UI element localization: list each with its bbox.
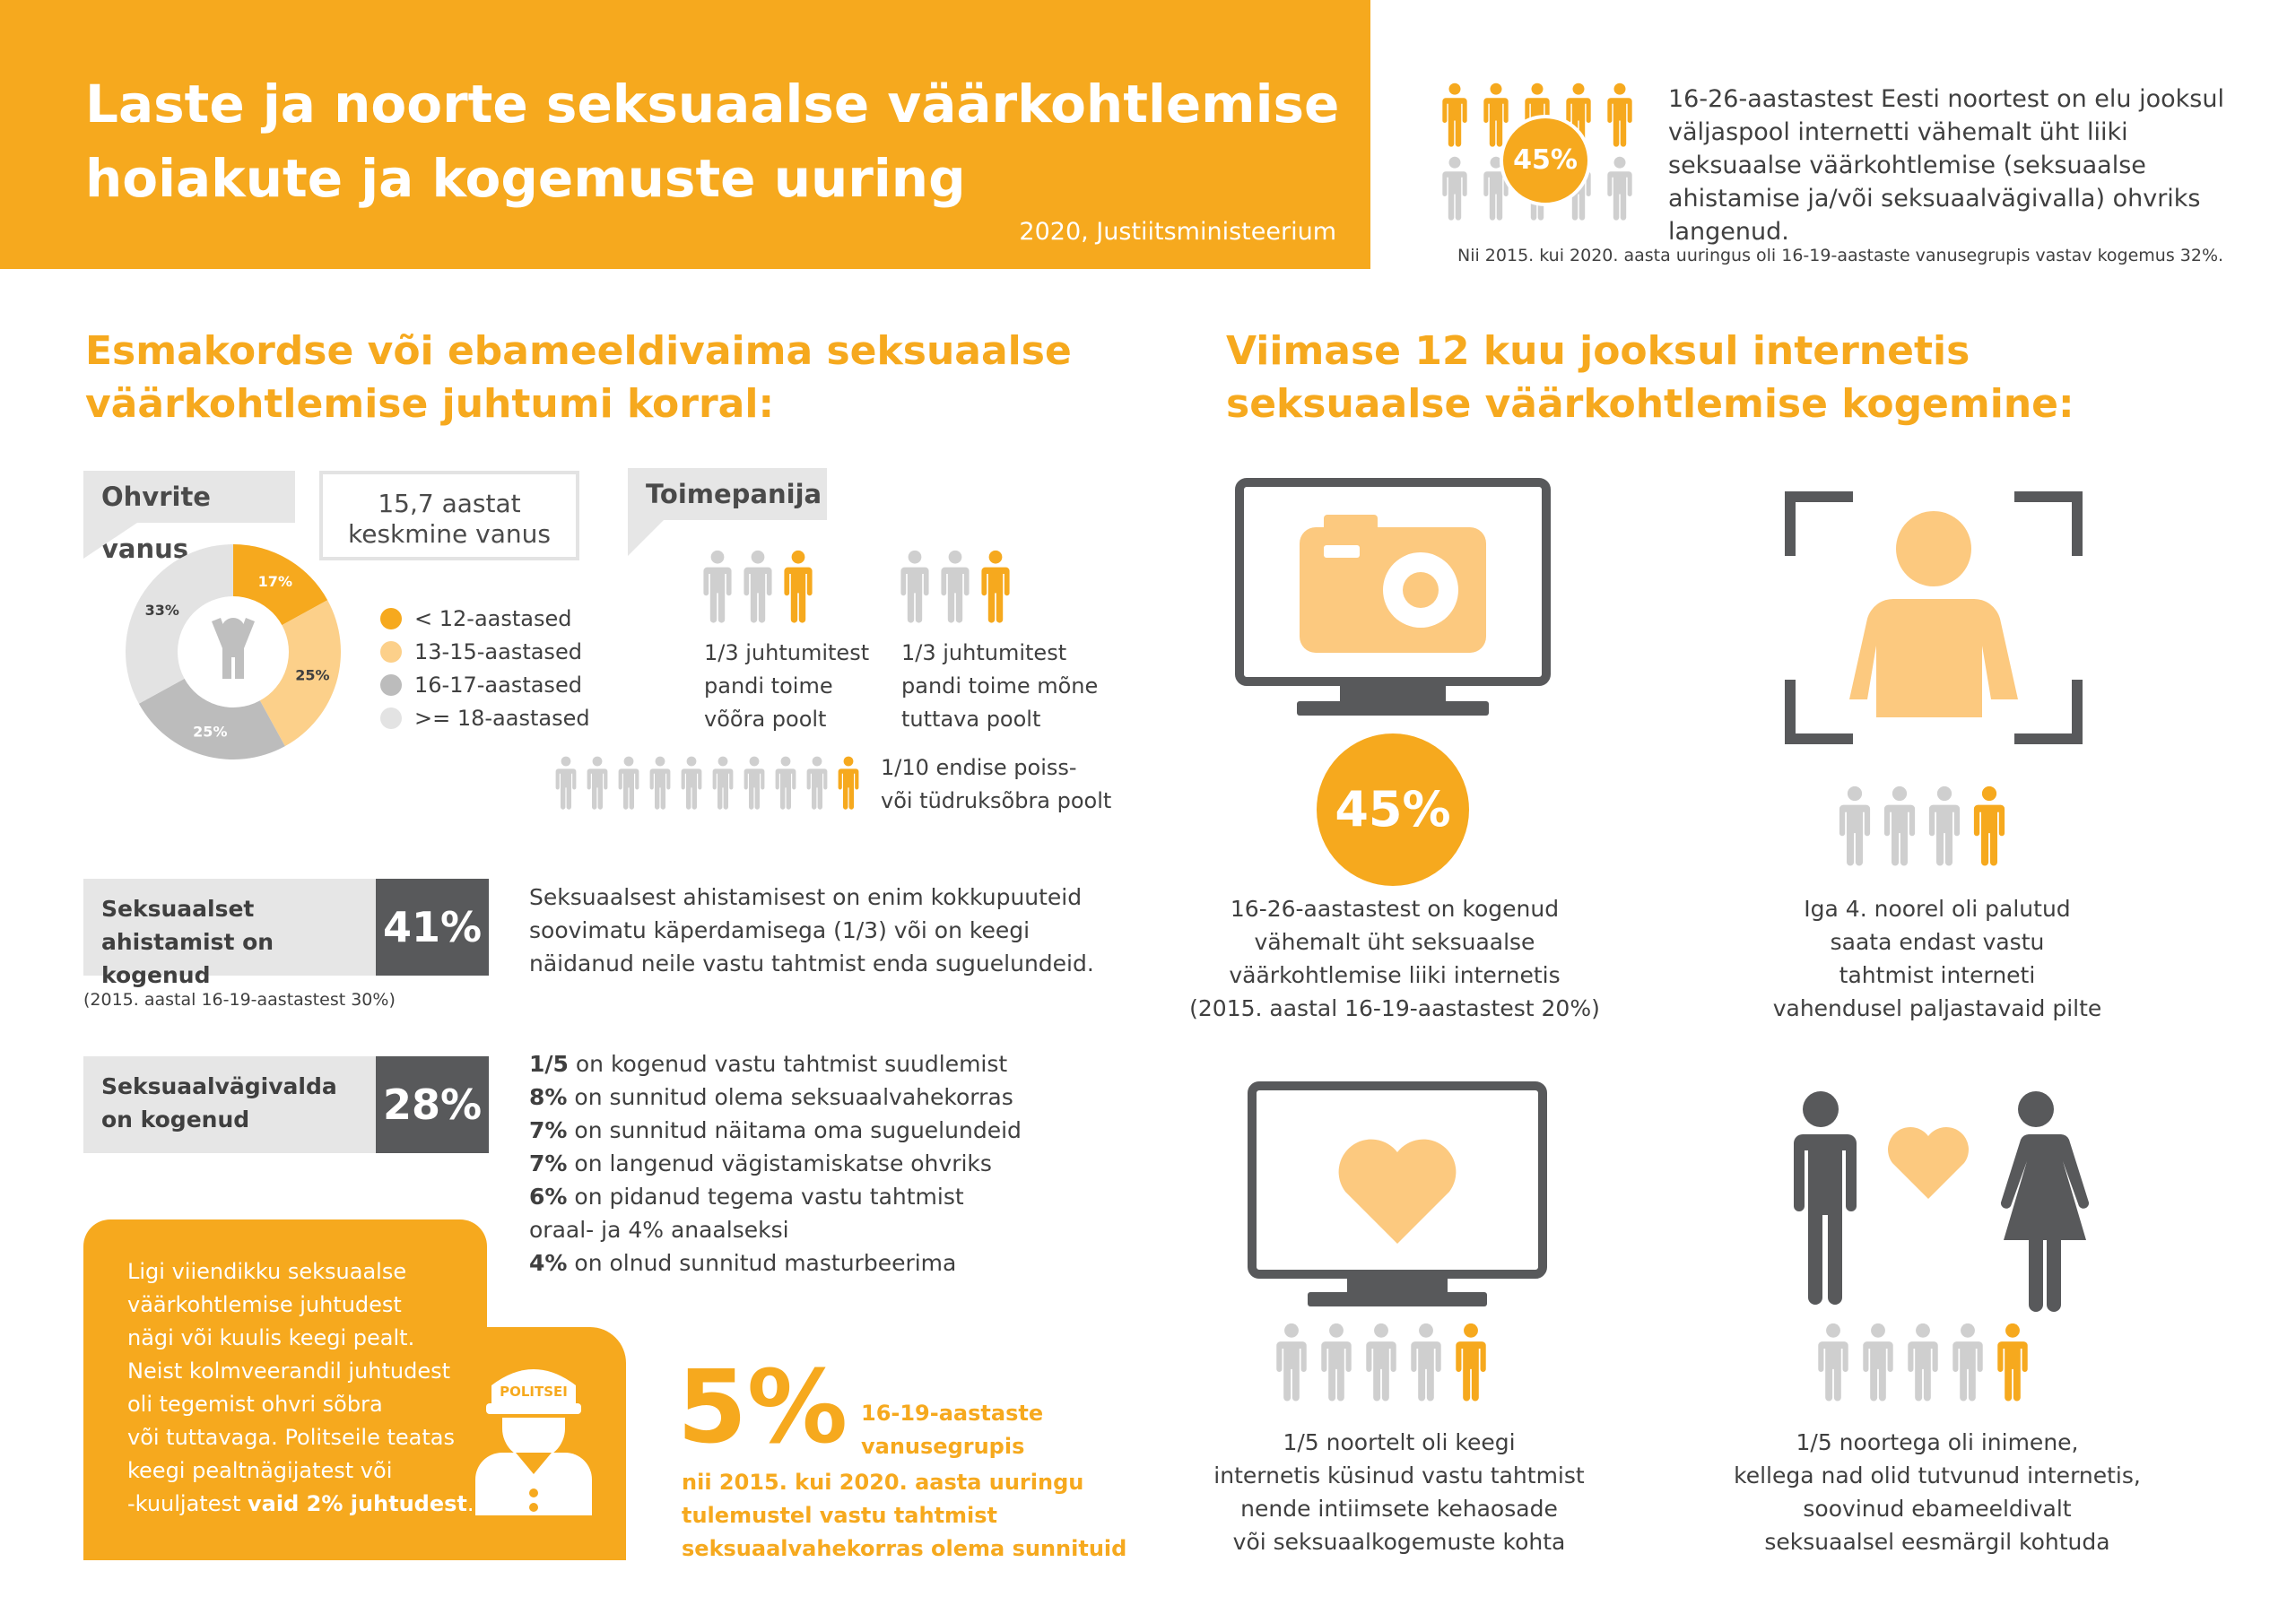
monitor-camera-icon (1234, 477, 1552, 719)
acquaintance-text-line: tuttava poolt (901, 707, 1041, 732)
witness-text (127, 1255, 522, 1521)
images-text-line: tahtmist interneti (1839, 962, 2036, 988)
right-heading-line-1: Viimase 12 kuu jooksul internetis (1226, 328, 1970, 374)
one-in-five-people-icon (1274, 1323, 1525, 1403)
ex-partner-people-icon (554, 756, 868, 812)
ex-partner-text-line: või tüdruksõbra poolt (881, 788, 1112, 813)
violence-item: 7% on langenud vägistamiskatse ohvriks (529, 1150, 992, 1176)
police-cap-label: POLITSEI (500, 1384, 568, 1400)
harassment-label-line: Seksuaalset (101, 896, 255, 922)
title-line-2: hoiakute ja kogemuste uuring (85, 148, 966, 209)
forced-description (682, 1466, 1126, 1566)
violence-list (529, 1047, 1022, 1280)
police-officer-icon (466, 1350, 601, 1515)
couple-heart-icon (1776, 1089, 2090, 1314)
violence-item: 7% on sunnitud näitama oma suguelundeid (529, 1117, 1022, 1143)
victim-age-donut-chart (126, 544, 341, 759)
donut-label-18-plus: 33% (144, 602, 179, 620)
top-stat-text: 16-26-aastastest Eesti noortest on elu jooksul väljaspool internetti vähemalt üht liiki seksuaalse väärkohtlemise (seksuaalse ahistamise ja/või seksuaalvägivalla) ohvriks langenud. (1668, 85, 2224, 246)
left-heading-line-1: Esmakordse või ebameeldivaima seksuaalse (85, 328, 1072, 374)
harassment-note: (2015. aastal 16-19-aastastest 30%) (83, 990, 396, 1010)
harassment-value-box: 41% (376, 879, 489, 976)
violence-value-box: 28% (376, 1056, 489, 1153)
online-text-line: vähemalt üht seksuaalse (1254, 929, 1535, 955)
harassment-desc-line: soovimatu käperdamisega (1/3) või on keegi (529, 917, 1031, 943)
legend-label: 13-15-aastased (414, 639, 582, 664)
legend-swatch (380, 608, 402, 629)
legend-label: < 12-aastased (414, 606, 572, 631)
explicit-images-text (1713, 892, 2161, 1025)
forced-desc-line: tulemustel vastu tahtmist (682, 1503, 998, 1528)
intimate-text-line: 1/5 noortelt oli keegi (1283, 1429, 1516, 1455)
harassment-desc-line: näidanud neile vastu tahtmist enda suguelundeid. (529, 950, 1094, 976)
images-text-line: saata endast vastu (1830, 929, 2045, 955)
forced-desc-line: seksuaalvahekorras olema sunnituid (682, 1536, 1127, 1561)
acquaintance-text (901, 637, 1098, 736)
violence-item: 8% on sunnitud olema seksuaalvahekorras (529, 1084, 1013, 1110)
acquaintance-people-icon (899, 550, 1024, 625)
average-age-value: 15,7 aastat (378, 489, 521, 518)
witness-text-line: oli tegemist ohvri sõbra (127, 1392, 383, 1417)
legend-swatch (380, 641, 402, 663)
legend-label: 16-17-aastased (414, 673, 582, 698)
forced-age-line: 16-19-aastaste (861, 1401, 1044, 1426)
witness-text-line: keegi pealtnägijatest või (127, 1458, 393, 1483)
perpetrator-tab-tail (628, 520, 664, 556)
meet-text-line: soovinud ebameeldivalt (1803, 1496, 2072, 1522)
violence-item: 1/5 on kogenud vastu tahtmist suudlemist (529, 1051, 1008, 1077)
online-badge: 45% (1317, 733, 1469, 886)
legend-item-13-15 (380, 636, 590, 669)
title-line-1: Laste ja noorte seksuaalse väärkohtlemise (85, 74, 1340, 135)
online-abuse-text (1166, 892, 1623, 1025)
donut-label-under-12: 17% (257, 572, 292, 590)
legend-swatch (380, 674, 402, 696)
stranger-text-line: võõra poolt (704, 707, 827, 732)
acquaintance-text-line: 1/3 juhtumitest (901, 640, 1067, 665)
legend-item-18-plus (380, 702, 590, 735)
images-text-line: vahendusel paljastavaid pilte (1772, 995, 2102, 1021)
source-label: 2020, Justiitsministeerium (1019, 218, 1336, 246)
stranger-text-line: pandi toime (704, 673, 833, 699)
donut-label-13-15: 25% (295, 666, 330, 684)
stranger-text (704, 637, 869, 736)
left-heading (85, 325, 1161, 430)
witness-text-line: või tuttavaga. Politseile teatas (127, 1425, 455, 1450)
left-heading-line-2: väärkohtlemise juhtumi korral: (85, 381, 775, 427)
harassment-label-box (83, 879, 376, 988)
top-stat-note: Nii 2015. kui 2020. aasta uuringus oli 16-19-aastaste vanusegrupis vastav kogemus 32%. (1457, 246, 2224, 265)
stranger-text-line: 1/3 juhtumitest (704, 640, 870, 665)
age-legend (380, 603, 590, 735)
witness-text-line: Neist kolmveerandil juhtudest (127, 1358, 451, 1384)
perpetrator-tab: Toimepanija (628, 468, 827, 520)
meet-text-line: 1/5 noortega oli inimene, (1796, 1429, 2079, 1455)
meet-text-line: kellega nad olid tutvunud internetis, (1734, 1462, 2141, 1488)
intimate-text-line: internetis küsinud vastu tahtmist (1213, 1462, 1585, 1488)
images-text-line: Iga 4. noorel oli palutud (1804, 896, 2071, 922)
violence-item: 4% on olnud sunnitud masturbeerima (529, 1250, 957, 1276)
intimate-text-line: või seksuaalkogemuste kohta (1232, 1529, 1566, 1555)
right-heading (1226, 325, 2257, 430)
stranger-people-icon (701, 550, 827, 625)
online-text-line: väärkohtlemise liiki internetis (1229, 962, 1561, 988)
unwanted-meeting-text (1704, 1426, 2170, 1558)
witness-text-line: Ligi viiendikku seksuaalse (127, 1259, 407, 1284)
legend-item-under-12 (380, 603, 590, 636)
intimate-questions-text (1166, 1426, 1632, 1558)
legend-item-16-17 (380, 669, 590, 702)
photo-frame-person-icon (1785, 491, 2083, 744)
donut-label-16-17: 25% (193, 723, 228, 741)
one-in-five-meet-people-icon (1815, 1323, 2066, 1403)
witness-text-line: nägi või kuulis keegi pealt. (127, 1325, 415, 1350)
page-title (85, 67, 1341, 216)
legend-label: >= 18-aastased (414, 706, 590, 731)
average-age-label: keskmine vanus (348, 519, 551, 549)
online-text-line: (2015. aastal 16-19-aastastest 20%) (1189, 995, 1600, 1021)
one-in-four-people-icon (1837, 785, 2029, 868)
witness-text-line: väärkohtlemise juhtudest (127, 1292, 402, 1317)
legend-swatch (380, 707, 402, 729)
monitor-heart-icon (1247, 1081, 1548, 1312)
witness-text-line: -kuuljatest vaid 2% juhtudest. (127, 1491, 474, 1516)
meet-text-line: seksuaalsel eesmärgil kohtuda (1764, 1529, 2110, 1555)
harassment-desc-line: Seksuaalsest ahistamisest on enim kokkupuuteid (529, 884, 1083, 910)
victims-age-tab: Ohvrite vanus (83, 471, 295, 523)
violence-label-line: on kogenud (101, 1107, 250, 1133)
violence-label-line: Seksuaalvägivalda (101, 1073, 337, 1099)
forced-age-line: vanusegrupis (861, 1434, 1025, 1459)
harassment-description (529, 881, 1094, 980)
forced-intercourse-value: 5% (677, 1350, 848, 1466)
acquaintance-text-line: pandi toime mõne (901, 673, 1099, 699)
forced-desc-line: nii 2015. kui 2020. aasta uuringu (682, 1470, 1084, 1495)
top-stat-badge: 45% (1500, 115, 1591, 206)
violence-label-box (83, 1056, 376, 1153)
intimate-text-line: nende intiimsete kehaosade (1240, 1496, 1558, 1522)
online-text-line: 16-26-aastastest on kogenud (1230, 896, 1560, 922)
violence-item: 6% on pidanud tegema vastu tahtmist (529, 1184, 964, 1210)
average-age-box (319, 471, 579, 560)
ex-partner-text (881, 751, 1111, 818)
violence-item-continued: oraal- ja 4% anaalseksi (529, 1217, 789, 1243)
harassment-label-line: ahistamist on kogenud (101, 929, 274, 988)
ex-partner-text-line: 1/10 endise poiss- (881, 755, 1077, 780)
forced-age-group (861, 1397, 1043, 1463)
right-heading-line-2: seksuaalse väärkohtlemise kogemine: (1226, 381, 2074, 427)
